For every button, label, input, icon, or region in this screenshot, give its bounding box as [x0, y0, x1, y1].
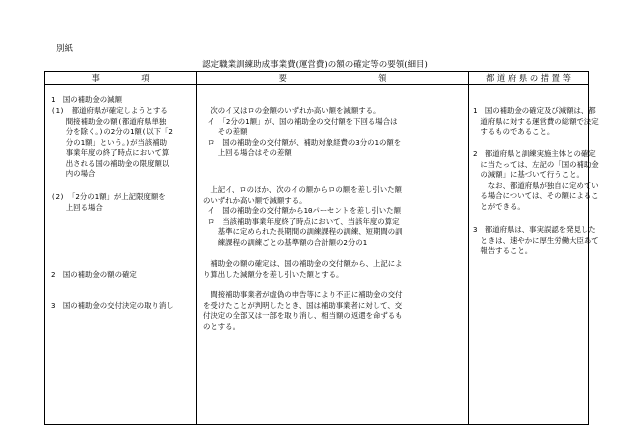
prefecture-measures-column — [469, 85, 599, 425]
header-row — [45, 72, 589, 85]
item-2-heading: 2 国の補助金の額の確定 — [51, 270, 137, 279]
guideline-reduction-2: 上記イ、ロのほか、次のイの額からロの額を差し引いた額 のいずれか高い額で減額する。 イ 国の補助金の交付額から10パーセントを差し引いた額 ロ 当該補助事業年度終了時点において、当該年度の算定 基準に定められた長期間の訓練課程の訓練、短期間の訓 練課程の訓練ごとの基準額の合計額の2分の1 — [203, 185, 403, 247]
matter-column — [45, 85, 197, 425]
item-1-2-text: (2) 「2分の1額」が上記限度額を 上回る場合 — [51, 192, 166, 212]
header-matter: 事 項 — [45, 72, 197, 85]
document-title: 認定職業訓練助成事業費(運営費)の額の確定等の要領(細目) — [202, 60, 428, 70]
measure-1: 1 国の補助金の確定及び減額は、都 道府県に対する運営費の総額で決定 するものであること。 — [473, 106, 599, 136]
item-1-heading: 1 国の補助金の減額 — [51, 95, 122, 104]
guideline-column — [197, 85, 469, 425]
guideline-table — [44, 71, 599, 425]
guideline-reduction-1: 次のイ又はロの金額のいずれか高い額を減額する。 イ 「2分の1額」が、国の補助金の交付額を下回る場合は その差額 ロ 国の補助金の交付額が、補助対象経費の3分の1の額を 上回る場合はその差額 — [207, 106, 402, 157]
header-prefecture-measures: 都 道 府 県 の 措 置 等 — [469, 72, 589, 85]
item-3-heading: 3 国の補助金の交付決定の取り消し — [51, 301, 174, 310]
content-row — [45, 85, 589, 425]
header-guideline: 要 領 — [197, 72, 469, 85]
guideline-grant-cancellation: 間接補助事業者が虚偽の申告等により不正に補助金の交付 を受けたことが判明したとき、国は補助事業者に対して、交 付決定の全部又は一部を取り消し、相当額の返還を命ずるも のとする。 — [203, 290, 403, 331]
attachment-label: 別紙 — [56, 44, 74, 54]
measure-2: 2 都道府県と訓練実施主体との確定 に当たっては、左記の「国の補助金 の減額」に基づいて行うこと。 なお、都道府県が独自に定めてい る場合については、その額によるこ とができる。 — [473, 149, 599, 211]
guideline-amount-determination: 補助金の額の確定は、国の補助金の交付額から、上記によ り算出した減額分を差し引いた額とする。 — [203, 259, 403, 279]
item-1-1-text: (1) 都道府県が確定しようとする 間接補助金の額(都道府県単独 分を除く。)の2分の1額(以下「2 分の1額」という。)が当該補助 事業年度の終了時点において算 出される国の補助金の限度額以 内の場合 — [51, 106, 173, 178]
measure-3: 3 都道府県は、事実誤認を発見した ときは、速やかに厚生労働大臣あて 報告すること。 — [473, 225, 599, 255]
